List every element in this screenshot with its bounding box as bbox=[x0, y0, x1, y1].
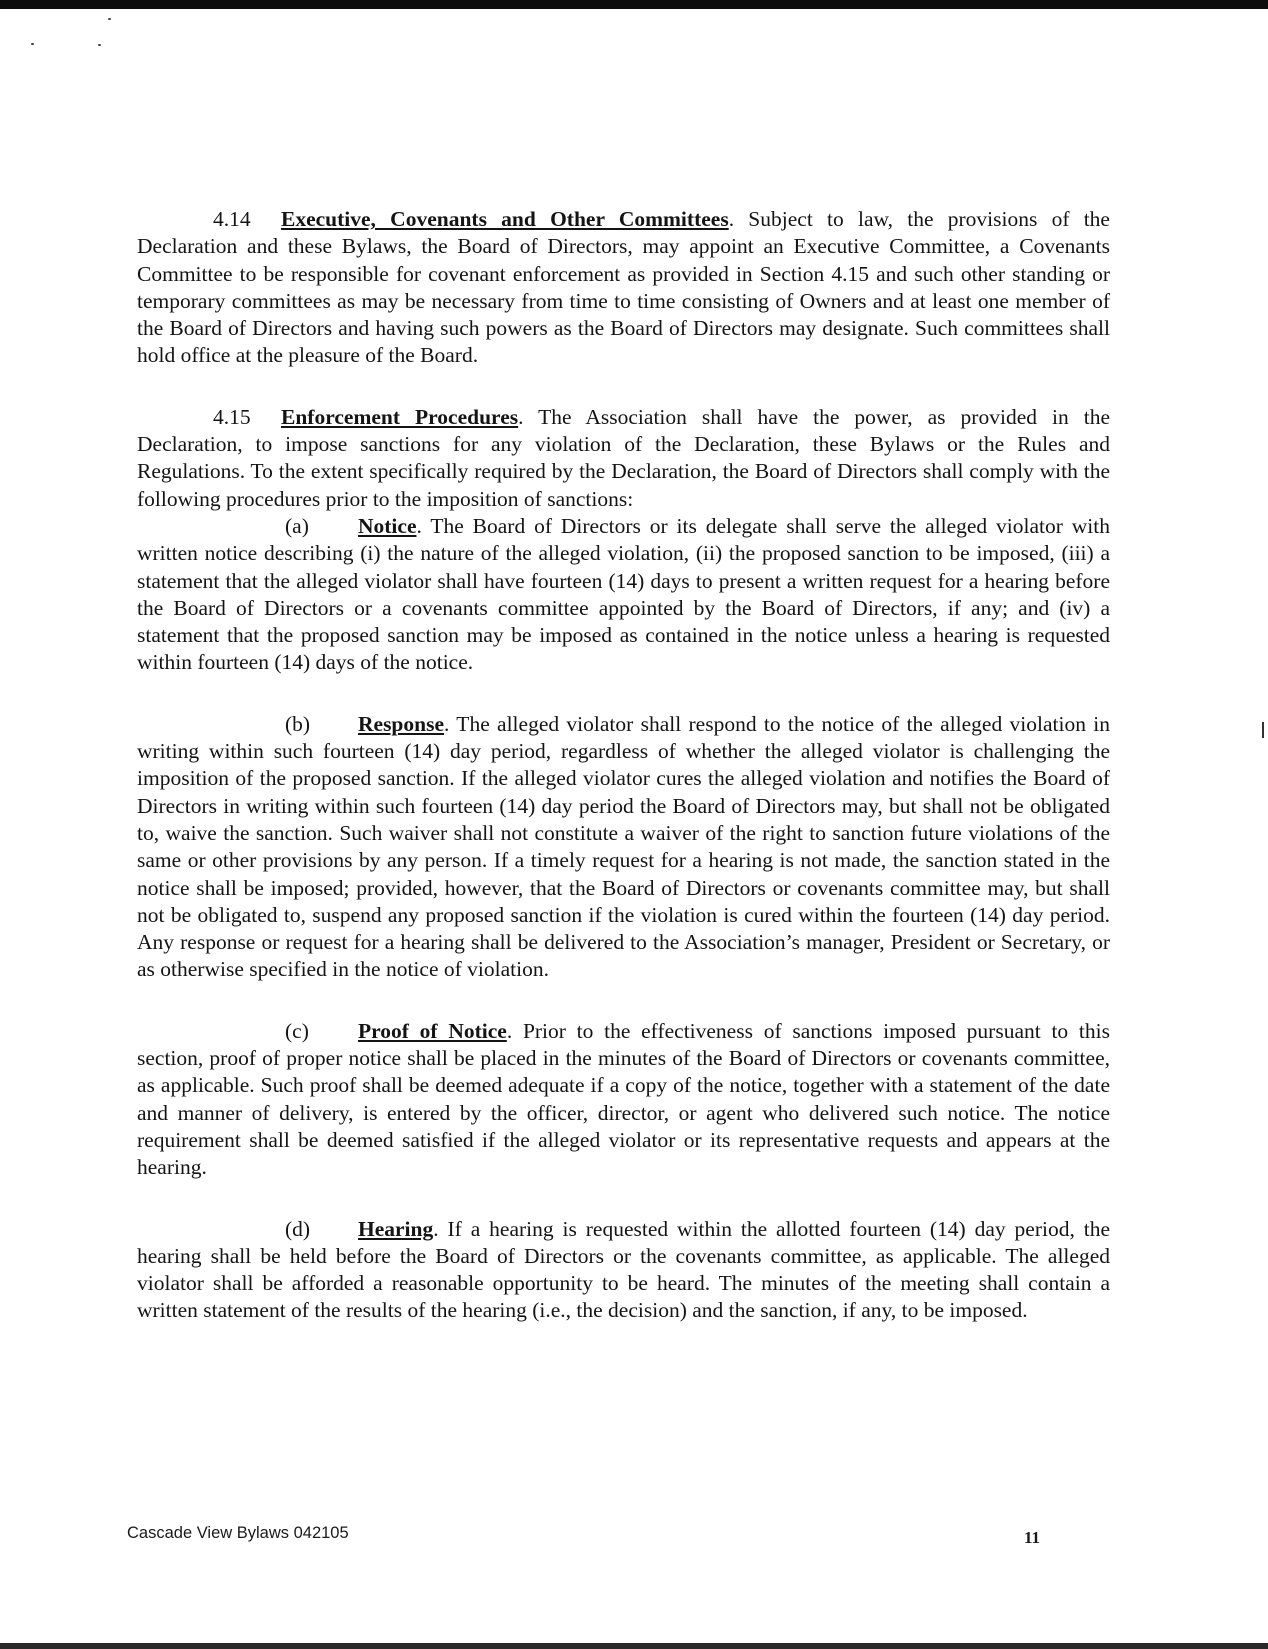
section-heading: Executive, Covenants and Other Committees bbox=[281, 207, 729, 231]
subsection-text: . Prior to the effectiveness of sanctions imposed pursuant to this section, proof of proper notice shall be placed in the minutes of the Board of Directors or covenants committee, as applicable. Such proof shall be deemed adequate if a copy of the notice, together with a statement of the date and manner of delivery, is entered by the officer, director, or agent who delivered such notice. The notice requirement shall be deemed satisfied if the alleged violator or its representative requests and appears at the hearing. bbox=[137, 1018, 1110, 1180]
scan-speck bbox=[98, 44, 101, 46]
scan-speck bbox=[31, 43, 34, 45]
subsection-label: (d) bbox=[285, 1216, 311, 1241]
subsection-text: . If a hearing is requested within the allotted fourteen (14) day period, the hearing shall be held before the Board of Directors or the covenants committee, as applicable. The alleged violator shall be afforded a reasonable opportunity to be heard. The minutes of the meeting shall contain a written statement of the results of the hearing (i.e., the decision) and the sanction, if any, to be imposed. bbox=[137, 1216, 1110, 1323]
subsection-heading: Hearing bbox=[358, 1216, 434, 1241]
subsection-label: (c) bbox=[285, 1018, 309, 1043]
scan-speck bbox=[108, 18, 111, 20]
spacer bbox=[137, 984, 1110, 1018]
section-text: . Subject to law, the provisions of the Declaration and these Bylaws, the Board of Directors, may appoint an Executive Committee, a Covenants Committee to be responsible for covenant enforcement as provided in Section 4.15 and such other standing or temporary committees as may be necessary from time to time consisting of Owners and at least one member of the Board of Directors and having such powers as the Board of Directors may designate. Such committees shall hold office at the pleasure of the Board. bbox=[137, 207, 1110, 368]
section-heading: Enforcement Procedures bbox=[281, 404, 519, 429]
subsection-heading: Proof of Notice bbox=[358, 1018, 507, 1043]
footer-page-number: 11 bbox=[1024, 1528, 1041, 1547]
scan-edge-mark bbox=[1262, 722, 1264, 738]
footer-document-id: Cascade View Bylaws 042105 bbox=[127, 1524, 349, 1542]
subsection-b bbox=[137, 711, 1110, 984]
section-4-15 bbox=[137, 404, 1110, 513]
section-4-14 bbox=[137, 206, 1110, 370]
subsection-a bbox=[137, 513, 1110, 677]
subsection-label: (b) bbox=[285, 711, 311, 736]
spacer bbox=[137, 370, 1110, 404]
subsection-label: (a) bbox=[285, 513, 309, 538]
subsection-heading: Notice bbox=[358, 513, 417, 538]
scan-top-border bbox=[0, 0, 1268, 9]
spacer bbox=[137, 677, 1110, 711]
subsection-d bbox=[137, 1216, 1110, 1325]
document-body bbox=[137, 206, 1110, 1325]
section-number: 4.15 bbox=[213, 404, 251, 429]
section-number: 4.14 bbox=[213, 207, 251, 231]
subsection-c bbox=[137, 1018, 1110, 1182]
subsection-heading: Response bbox=[358, 711, 445, 736]
subsection-text: . The Board of Directors or its delegate shall serve the alleged violator with written notice describing (i) the nature of the alleged violation, (ii) the proposed sanction to be imposed, (iii) a statement that the alleged violator shall have fourteen (14) days to present a written request for a hearing before the Board of Directors or a covenants committee appointed by the Board of Directors, if any; and (iv) a statement that the proposed sanction may be imposed as contained in the notice unless a hearing is requested within fourteen (14) days of the notice. bbox=[137, 513, 1110, 675]
subsection-text: . The alleged violator shall respond to the notice of the alleged violation in writing within such fourteen (14) day period, regardless of whether the alleged violator is challenging the imposition of the proposed sanction. If the alleged violator cures the alleged violation and notifies the Board of Directors in writing within such fourteen (14) day period the Board of Directors may, but shall not be obligated to, waive the sanction. Such waiver shall not constitute a waiver of the right to sanction future violations of the same or other provisions by any person. If a timely request for a hearing is not made, the sanction stated in the notice shall be imposed; provided, however, that the Board of Directors or covenants committee may, but shall not be obligated to, suspend any proposed sanction if the violation is cured within the fourteen (14) day period. Any response or request for a hearing shall be delivered to the Association’s manager, President or Secretary, or as otherwise specified in the notice of violation. bbox=[137, 711, 1110, 982]
scan-bottom-border bbox=[0, 1643, 1268, 1649]
section-text: . The Association shall have the power, as provided in the Declaration, to impose sanctions for any violation of the Declaration, these Bylaws or the Rules and Regulations. To the extent specifically required by the Declaration, the Board of Directors shall comply with the following procedures prior to the imposition of sanctions: bbox=[137, 404, 1110, 511]
spacer bbox=[137, 1182, 1110, 1216]
